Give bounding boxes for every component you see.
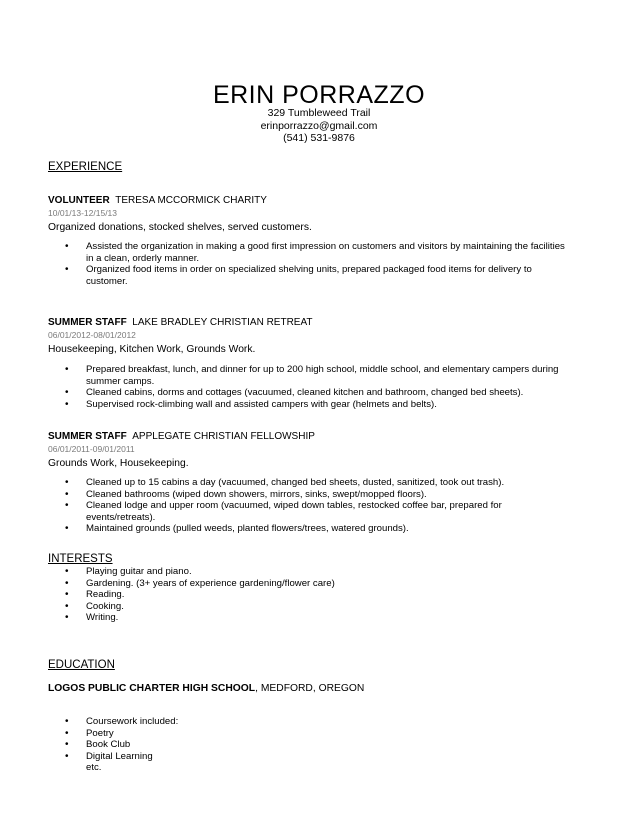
job-title <box>48 195 267 207</box>
address: 329 Tumbleweed Trail <box>267 107 371 119</box>
resume-name: ERIN PORRAZZO <box>212 81 426 109</box>
job-role: SUMMER STAFF <box>48 317 127 328</box>
school-line <box>48 683 364 695</box>
list-item: • Book Club <box>48 739 568 751</box>
education-etc: etc. <box>86 762 102 773</box>
job-title <box>48 431 315 443</box>
list-item: • Prepared breakfast, lunch, and dinner for up to 200 high school, middle school, and elementary campers during summer camps. <box>48 364 568 387</box>
list-item: • Assisted the organization in making a good first impression on customers and visitors by maintaining the facilities in a clean, orderly manner. <box>48 241 568 264</box>
list-item: • Gardening. (3+ years of experience gardening/flower care) <box>48 578 568 590</box>
list-item: • Cleaned bathrooms (wiped down showers, mirrors, sinks, swept/mopped floors). <box>48 489 568 501</box>
job-org: LAKE BRADLEY CHRISTIAN RETREAT <box>132 317 313 328</box>
job-dates: 06/01/2012-08/01/2012 <box>48 330 136 340</box>
list-item: • Cooking. <box>48 601 568 613</box>
list-item: • Coursework included: <box>48 716 568 728</box>
job-summary: Grounds Work, Housekeeping. <box>48 458 189 469</box>
job-role: SUMMER STAFF <box>48 431 127 442</box>
list-item: • Cleaned up to 15 cabins a day (vacuumed, changed bed sheets, dusted, sanitized, took out trash). <box>48 477 568 489</box>
list-item: • Poetry <box>48 728 568 740</box>
job-role: VOLUNTEER <box>48 195 110 206</box>
job-bullets <box>48 477 568 535</box>
job-dates: 06/01/2011-09/01/2011 <box>48 444 135 454</box>
job-summary: Housekeeping, Kitchen Work, Grounds Work. <box>48 344 256 355</box>
job-title <box>48 317 313 329</box>
job-bullets <box>48 241 568 287</box>
list-item: • Cleaned cabins, dorms and cottages (vacuumed, cleaned kitchen and bathroom, changed bed sheets). <box>48 387 568 399</box>
job-org: TERESA MCCORMICK CHARITY <box>115 195 267 206</box>
list-item: • Maintained grounds (pulled weeds, planted flowers/trees, watered grounds). <box>48 523 568 535</box>
list-item: • Writing. <box>48 612 568 624</box>
list-item: • Supervised rock-climbing wall and assisted campers with gear (helmets and belts). <box>48 399 568 411</box>
list-item: • Cleaned lodge and upper room (vacuumed, wiped down tables, restocked coffee bar, prepared for events/retreats). <box>48 500 568 523</box>
education-list <box>48 716 568 762</box>
interests-list <box>48 566 568 624</box>
school-location: , MEDFORD, OREGON <box>255 683 365 694</box>
contact-block <box>0 107 638 145</box>
job-dates: 10/01/13-12/15/13 <box>48 208 118 218</box>
job-org: APPLEGATE CHRISTIAN FELLOWSHIP <box>132 431 315 442</box>
experience-heading: EXPERIENCE <box>48 161 123 173</box>
list-item: • Organized food items in order on specialized shelving units, prepared packaged food items for delivery to customer. <box>48 264 568 287</box>
list-item: • Playing guitar and piano. <box>48 566 568 578</box>
phone: (541) 531-9876 <box>283 132 355 144</box>
education-heading: EDUCATION <box>48 659 115 671</box>
email: erinporrazzo@gmail.com <box>260 119 378 132</box>
list-item: • Reading. <box>48 589 568 601</box>
interests-heading: INTERESTS <box>48 553 113 565</box>
list-item: • Digital Learning <box>48 751 568 763</box>
job-summary: Organized donations, stocked shelves, served customers. <box>48 222 312 233</box>
school-name: LOGOS PUBLIC CHARTER HIGH SCHOOL <box>48 683 256 694</box>
job-bullets <box>48 364 568 410</box>
